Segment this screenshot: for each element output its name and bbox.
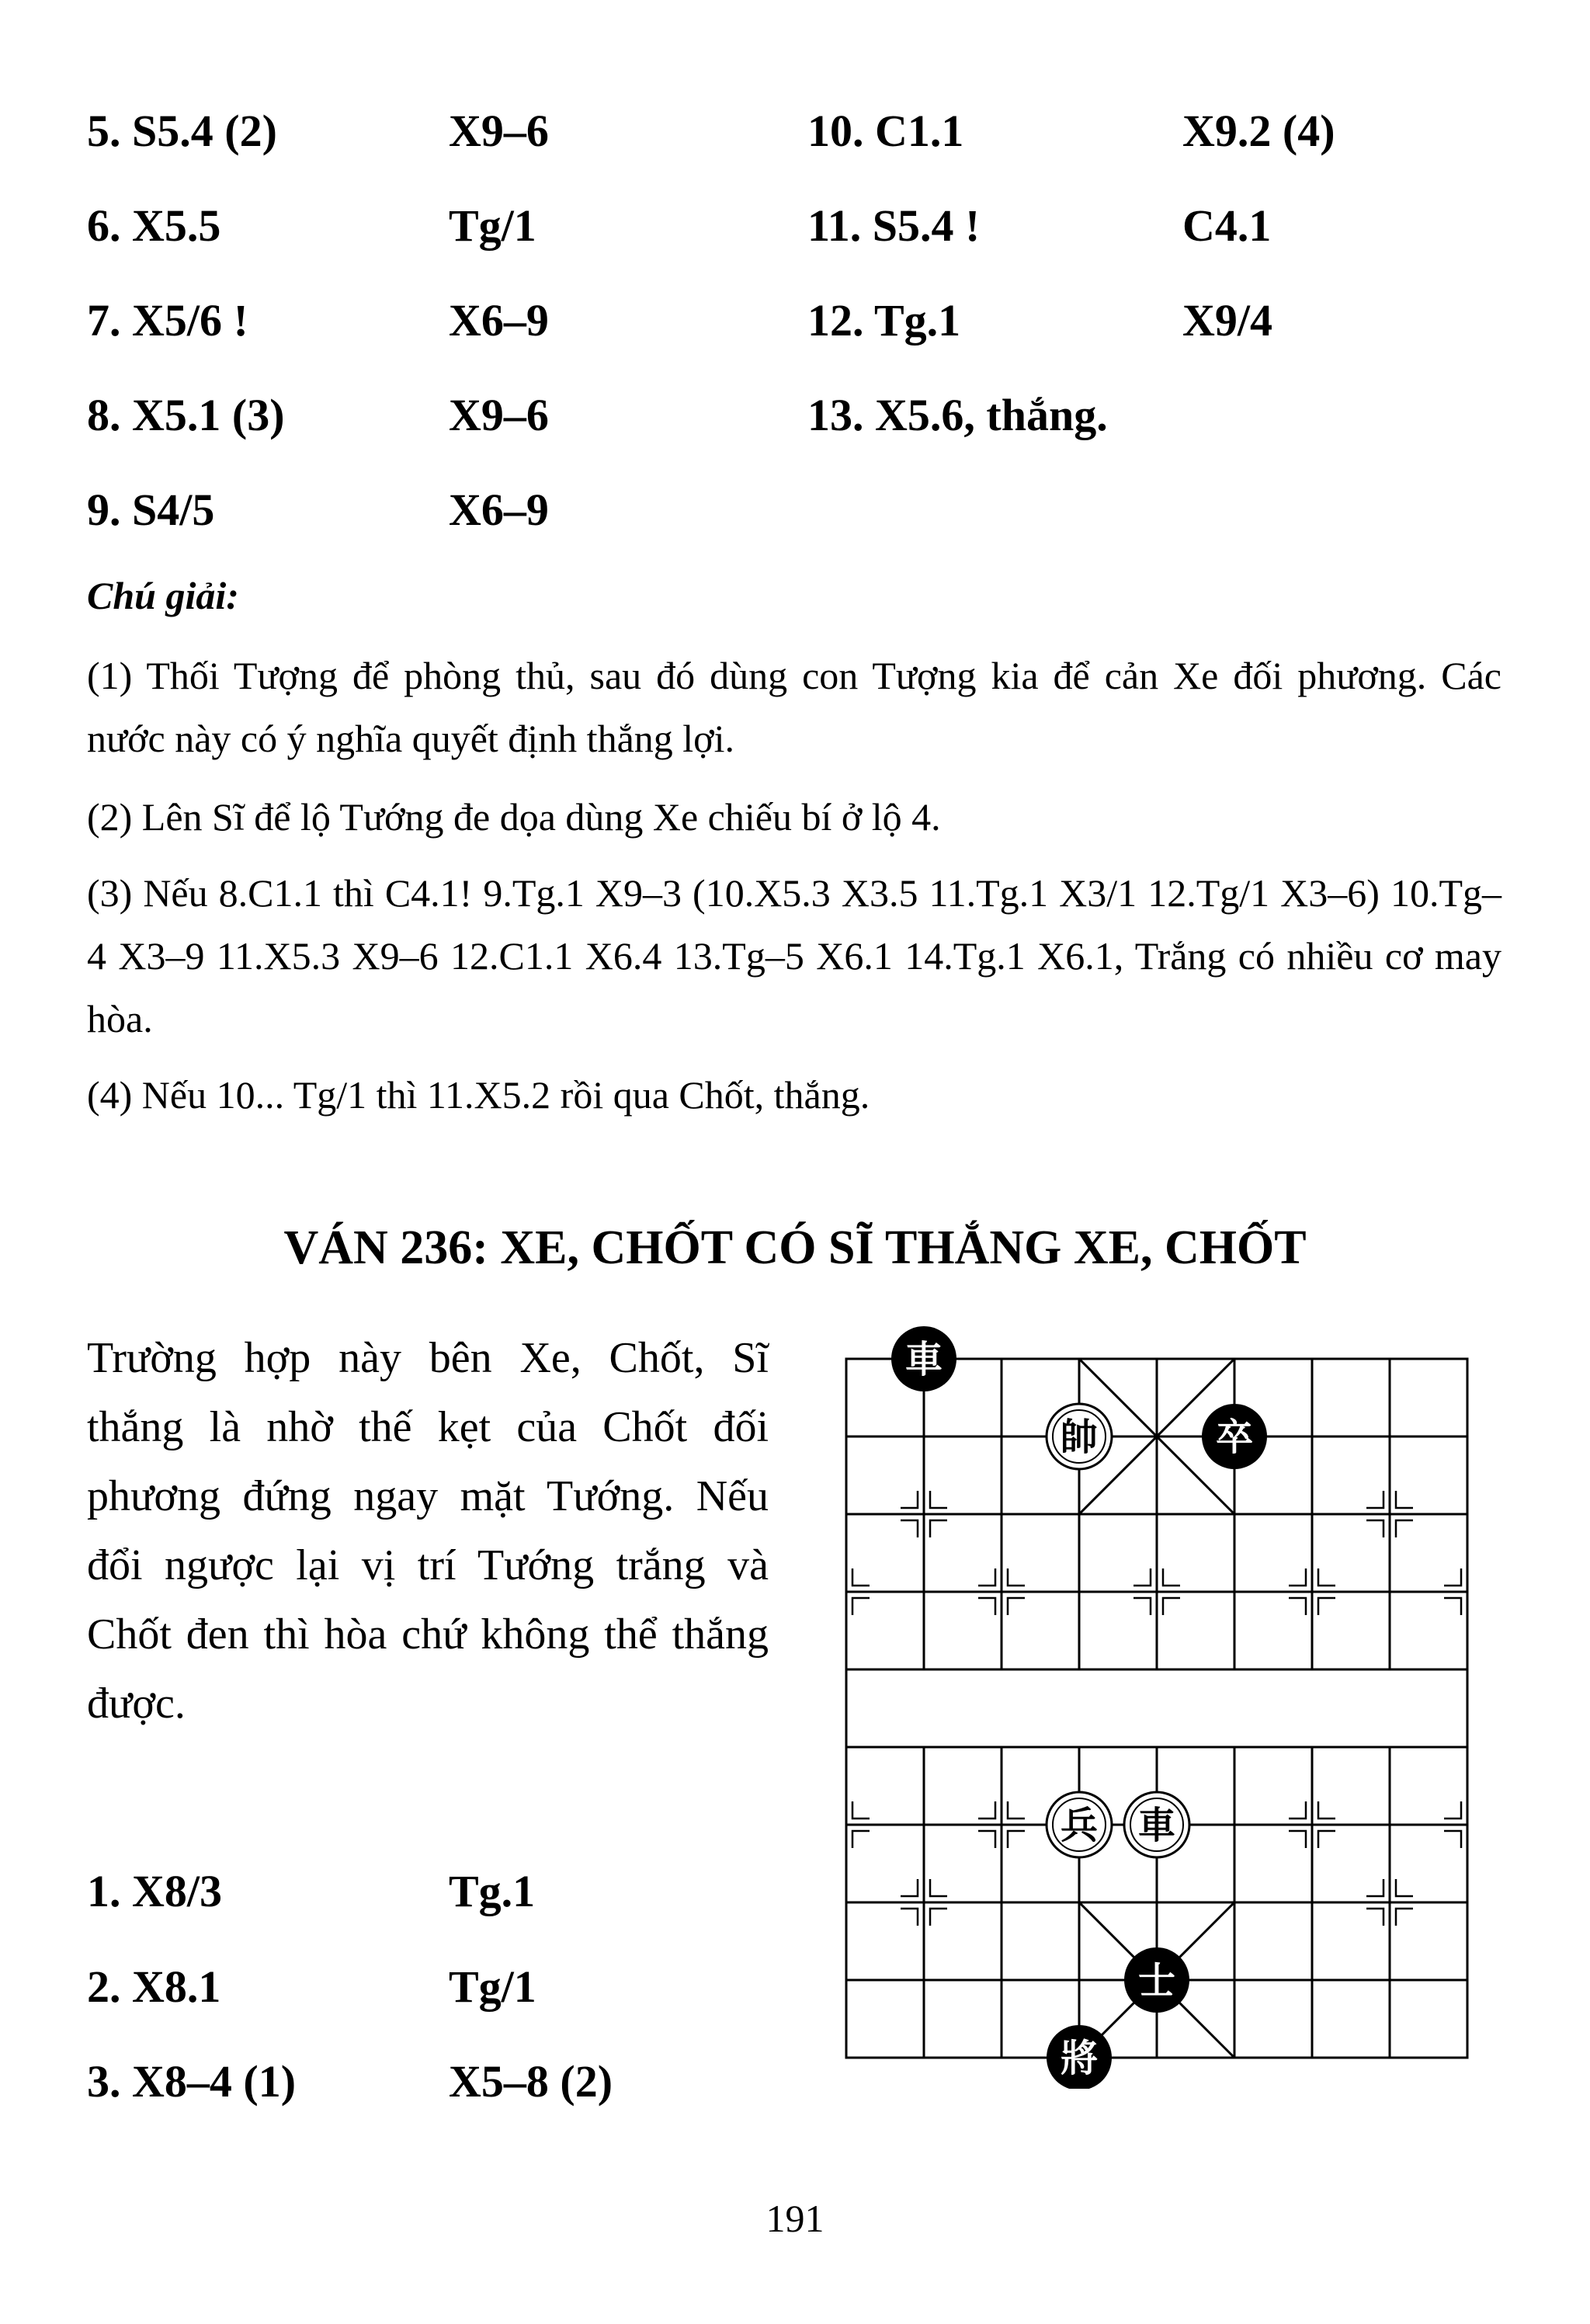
piece-black [1047,2025,1112,2089]
position-marker [1366,1879,1383,1896]
note-4: (4) Nếu 10... Tg/1 thì 11.X5.2 rồi qua Chốt, thắng. [87,1073,870,1117]
position-marker [930,1491,947,1508]
position-marker [1289,1598,1306,1615]
move-6-black: Tg/1 [449,200,536,251]
position-marker [1289,1801,1306,1819]
move-10-white: 10. C1.1 [807,106,964,156]
position-marker [901,1909,918,1926]
move-12-black: X9/4 [1182,295,1272,346]
position-marker [901,1520,918,1537]
piece-label: 兵 [1060,1804,1099,1847]
position-marker [930,1879,947,1896]
move-5-black: X9–6 [449,106,549,156]
position-marker [901,1491,918,1508]
move-2-white: 2. X8.1 [87,1961,221,2012]
position-marker [852,1598,870,1615]
position-marker [1318,1831,1335,1848]
page-number: 191 [765,2197,825,2240]
piece-label: 將 [1060,2037,1099,2080]
position-marker [1318,1801,1335,1819]
position-marker [1366,1909,1383,1926]
note-3: (3) Nếu 8.C1.1 thì C4.1! 9.Tg.1 X9–3 (10.X5.3 X3.5 11.Tg.1 X3/1 12.Tg/1 X3–6) 10.Tg–4 X3–9 11.X5.3 X9–6 12.C1.1 X6.4 13.Tg–5 X6.1 14.Tg.1 X6.1, Trắng có nhiều cơ may hòa. [87,871,1501,1040]
position-marker [1133,1568,1151,1586]
note-1: (1) Thối Tượng để phòng thủ, sau đó dùng con Tượng kia để cản Xe đối phương. Các nước này có ý nghĩa quyết định thắng lợi. [87,654,1501,760]
position-marker [1366,1491,1383,1508]
section-heading: VÁN 236: XE, CHỐT CÓ SĨ THẮNG XE, CHỐT [283,1221,1307,1274]
position-marker [1318,1598,1335,1615]
move-1-black: Tg.1 [449,1866,536,1916]
position-marker [852,1568,870,1586]
position-marker [1444,1831,1461,1848]
position-marker [1133,1598,1151,1615]
position-marker [901,1879,918,1896]
section-description: Trường hợp này bên Xe, Chốt, Sĩ thắng là nhờ thế kẹt của Chốt đối phương đứng ngay mặt Tướng. Nếu đổi ngược lại vị trí Tướng trắng và Chốt đen thì hòa chứ không thể thắng được. [87,1334,769,1728]
piece-white [1047,1404,1112,1469]
move-2-black: Tg/1 [449,1961,536,2012]
move-9-black: X6–9 [449,485,549,535]
position-marker [1396,1491,1413,1508]
position-marker [1318,1568,1335,1586]
piece-white [1124,1792,1189,1857]
position-marker [1163,1598,1180,1615]
position-marker [1444,1598,1461,1615]
notes-title: Chú giải: [87,574,239,617]
move-3-white: 3. X8–4 (1) [87,2056,297,2107]
piece-label: 車 [904,1338,943,1381]
move-11-black: C4.1 [1182,200,1272,251]
position-marker [852,1831,870,1848]
move-1-white: 1. X8/3 [87,1866,222,1916]
move-8-black: X9–6 [449,390,549,440]
move-13-white: 13. X5.6, thắng. [807,390,1108,440]
position-marker [852,1801,870,1819]
move-9-white: 9. S4/5 [87,485,215,535]
piece-black [1202,1404,1267,1469]
position-marker [930,1520,947,1537]
move-7-white: 7. X5/6 ! [87,295,248,346]
xiangqi-board [823,1312,1491,2089]
position-marker [1396,1879,1413,1896]
position-marker [978,1801,995,1819]
position-marker [1366,1520,1383,1537]
move-6-white: 6. X5.5 [87,200,221,251]
move-5-white: 5. S5.4 (2) [87,106,277,156]
position-marker [1289,1831,1306,1848]
move-12-white: 12. Tg.1 [807,295,961,346]
move-8-white: 8. X5.1 (3) [87,390,285,440]
position-marker [978,1831,995,1848]
move-10-black: X9.2 (4) [1182,106,1335,156]
position-marker [1163,1568,1180,1586]
position-marker [978,1598,995,1615]
piece-label: 士 [1137,1959,1176,2003]
position-marker [1444,1801,1461,1819]
position-marker [1008,1598,1025,1615]
piece-white [1047,1792,1112,1857]
move-3-black: X5–8 (2) [449,2056,613,2107]
position-marker [1444,1568,1461,1586]
move-7-black: X6–9 [449,295,549,346]
position-marker [930,1909,947,1926]
position-marker [1289,1568,1306,1586]
piece-label: 卒 [1215,1416,1254,1459]
piece-black [891,1326,956,1391]
position-marker [1396,1520,1413,1537]
position-marker [1008,1801,1025,1819]
note-2: (2) Lên Sĩ để lộ Tướng đe dọa dùng Xe chiếu bí ở lộ 4. [87,795,941,839]
position-marker [1396,1909,1413,1926]
position-marker [1008,1831,1025,1848]
move-11-white: 11. S5.4 ! [807,200,981,251]
piece-label: 車 [1137,1804,1176,1847]
position-marker [978,1568,995,1586]
piece-label: 帥 [1060,1416,1099,1459]
piece-black [1124,1947,1189,2013]
position-marker [1008,1568,1025,1586]
